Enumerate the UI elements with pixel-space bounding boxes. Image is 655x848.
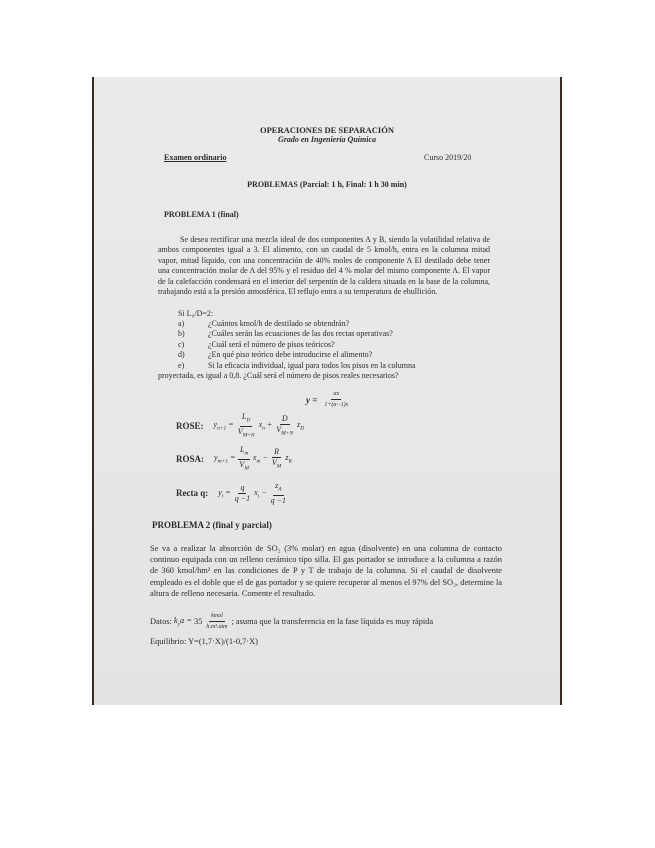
exam-sheet xyxy=(94,77,560,705)
problem2-statement: Se va a realizar la absorción de SO₂ (3% molar) en agua (disolvente) en una columna de contacto continuo equipada con un relleno cerámico tipo silla. El gas portador se introduce a la columna a razón de 360 kmol/hm² en las condiciones de P y T de trabajo de la columna. Si el caudal de disolvente empleado es el doble que el de gas portador y se quiere recuperar al menos el 97% del SO₂, determine la altura de relleno necesaria. Comente el resultado. xyxy=(150,544,502,598)
problem2-title: PROBLEMA 2 (final y parcial) xyxy=(152,520,272,530)
equilibrium-equation: y = $\frac{\alpha x}{1+(\alpha-1)x}$ xyxy=(306,391,349,408)
question-item: d) ¿En qué piso teórico debe introducirse el alimento? xyxy=(178,350,373,360)
data-line: Datos: $k_ya$ = 35 $\frac{\text{kmol}}{\text{h.m³.atm}}$ ; asuma que la transferencia en la fase líquida es muy rápida xyxy=(150,613,434,630)
reflux-condition: Si L₀/D=2: xyxy=(178,309,214,318)
course-title: OPERACIONES DE SEPARACIÓN xyxy=(260,125,394,135)
rosa-equation: ROSA: $y_{m+1}$ = $\frac{L_m}{V_M}$ $x_m$ − $\frac{R}{V_M}$ $z_R$ xyxy=(176,445,292,472)
rose-equation: ROSE: $y_{n+1}$ = $\frac{L_D}{V_{M+N}}$ $x_n$ + $\frac{D}{V_{M+N}}$ $z_D$ xyxy=(176,412,305,439)
question-item: b) ¿Cuáles serán las ecuaciones de las dos rectas operativas? xyxy=(178,329,393,339)
question-list xyxy=(178,319,498,371)
problems-heading: PROBLEMAS (Parcial: 1 h, Final: 1 h 30 min) xyxy=(247,180,407,189)
question-e-continuation: proyectada, es igual a 0,8. ¿Cuál será el número de pisos reales necesarios? xyxy=(158,371,399,380)
problem1-title: PROBLEMA 1 (final) xyxy=(164,210,239,219)
document-photo xyxy=(92,77,562,705)
question-item: a) ¿Cuántos kmol/h de destilado se obtendrán? xyxy=(178,319,350,328)
question-item: c) ¿Cuál será el número de pisos teóricos? xyxy=(178,339,335,349)
problem1-statement: Se desea rectificar una mezcla ideal de dos componentes A y B, siendo la volatilidad relativa de ambos componentes igual a 3. El alimento, con un caudal de 5 kmol/h, entra en la columna mitad vapor, mitad líquido, con una concentración de 40% moles de componente A El destilado debe tener una concentración molar de A del 95% y el residuo del 4 % molar del mismo componente A. El vapor de la calefacción condensará en el interior del serpentín de la caldera situada en la base de la columna, trabajando está a la presión atmosférica. El reflujo entra a su temperatura de ebullición. xyxy=(158,235,490,297)
course-year: Curso 2019/20 xyxy=(424,153,472,162)
exam-type: Examen ordinario xyxy=(164,153,227,162)
equilibrium-relation: Equilibrio: Y=(1,7·X)/(1-0,7·X) xyxy=(150,637,258,646)
degree-subtitle: Grado en Ingeniería Química xyxy=(277,135,376,144)
q-line-equation: Recta q: $y_i$ = $\frac{q}{q -1}$ $x_i$ − $\frac{z_A}{q -1}$ xyxy=(176,481,287,505)
question-item: e) Si la eficacia individual, igual para todos los pisos en la columna xyxy=(178,360,416,370)
